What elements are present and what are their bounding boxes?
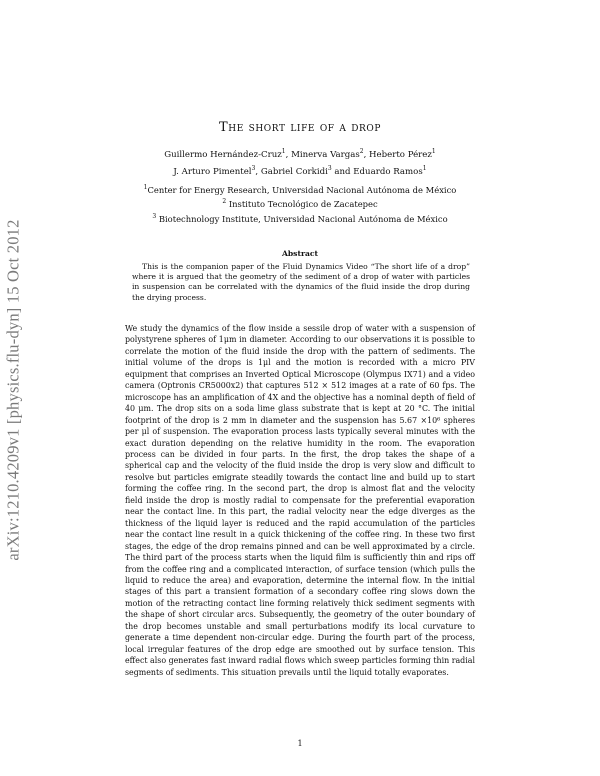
affiliation-item: [0, 211, 600, 225]
author-line-1: [0, 145, 600, 162]
paper-title: The short life of a drop: [218, 120, 382, 135]
author-name: , Heberto Pérez: [363, 149, 432, 160]
author-name: and Eduardo Ramos: [331, 166, 423, 177]
author-affil-sup: 2: [359, 148, 364, 155]
author-affil-sup: 1: [422, 164, 427, 172]
author-line-2: [0, 162, 600, 179]
author-name: J. Arturo Pimentel: [173, 166, 252, 177]
author-name: , Gabriel Corkidi: [255, 166, 328, 177]
arxiv-id-text: arXiv:1210.4209v1 [physics.flu-dyn] 15 Oct 2012: [4, 219, 24, 561]
author-list: [0, 145, 600, 179]
affiliation-item: [0, 182, 600, 196]
author-name: Guillermo Hernández-Cruz: [164, 149, 282, 160]
author-affil-sup: 3: [251, 164, 256, 172]
author-affil-sup: 1: [281, 148, 286, 155]
affiliation-text: Instituto Tecnológico de Zacatepec: [226, 199, 378, 210]
affiliation-item: [0, 196, 600, 210]
affiliation-text: Biotechnology Institute, Universidad Nacional Autónoma de México: [156, 213, 448, 224]
affiliation-text: Center for Energy Research, Universidad Nacional Autónoma de México: [147, 184, 457, 195]
author-affil-sup: 3: [327, 164, 332, 172]
abstract-heading: Abstract: [281, 249, 319, 258]
body-paragraph: We study the dynamics of the flow inside a sessile drop of water with a suspension of polystyrene spheres of 1μm in diameter. According to our observations it is possible to correlate the motion of the fluid inside the drop with the pattern of sediments. The initial volume of the drops is 1μl and the motion is recorded with a micro PIV equipment that comprises an Inverted Optical Microscope (Olympus IX71) and a video camera (Optronis CR5000x2) that captures 512 × 512 images at a rate of 60 fps. The microscope has an amplification of 4X and the objective has a nominal depth of field of 40 μm. The drop sits on a soda lime glass substrate that is kept at 20 °C. The initial footprint of the drop is 2 mm in diameter and the suspension has 5.67 ×10⁶ spheres per μl of suspension. The evaporation process lasts typically several minutes with the exact duration depending on the relative humidity in the room. The evaporation process can be divided in four parts. In the first, the drop takes the shape of a spherical cap and the velocity of the fluid inside the drop is very slow and difficult to resolve but particles emigrate steadily towards the contact line and build up to start forming the coffee ring. In the second part, the drop is almost flat and the velocity field inside the drop is mostly radial to compensate for the preferential evaporation near the contact line. In this part, the radial velocity near the edge diverges as the thickness of the liquid layer is reduced and the rapid accumulation of the particles near the contact line result in a quick thickening of the coffee ring. In these two first stages, the edge of the drop remains pinned and can be well approximated by a circle. The third part of the process starts when the liquid film is sufficiently thin and rips off from the coffee ring and a complicated interaction, of surface tension (which pulls the liquid to reduce the area) and evaporation, determine the internal flow. In the initial stages of this part a transient formation of a secondary coffee ring slows down the motion of the retracting contact line forming relatively thick sediment segments with the shape of short circular arcs. Subsequently, the geometry of the outer boundary of the drop becomes unstable and small perturbations modify its local curvature to generate a time dependent non-circular edge. During the fourth part of the process, local irregular features of the drop edge are smoothed out by surface tension. This effect also generates fast inward radial flows which sweep particles forming thin radial segments of sediments. This situation prevails until the liquid totally evaporates.: [125, 324, 475, 677]
affiliation-list: [0, 182, 600, 225]
affiliation-sup: 3: [152, 212, 157, 220]
arxiv-identifier-stamp: [0, 180, 28, 600]
author-affil-sup: 1: [431, 148, 436, 155]
author-name: , Minerva Vargas: [285, 149, 360, 160]
affiliation-sup: 1: [143, 184, 148, 191]
affiliation-sup: 2: [222, 198, 227, 206]
page-number: 1: [297, 739, 303, 748]
abstract-body: This is the companion paper of the Fluid Dynamics Video “The short life of a drop” where it is argued that the geometry of the sediment of a drop of water with particles in suspension can be correlated with the dynamics of the fluid inside the drop during the drying process.: [132, 262, 470, 302]
